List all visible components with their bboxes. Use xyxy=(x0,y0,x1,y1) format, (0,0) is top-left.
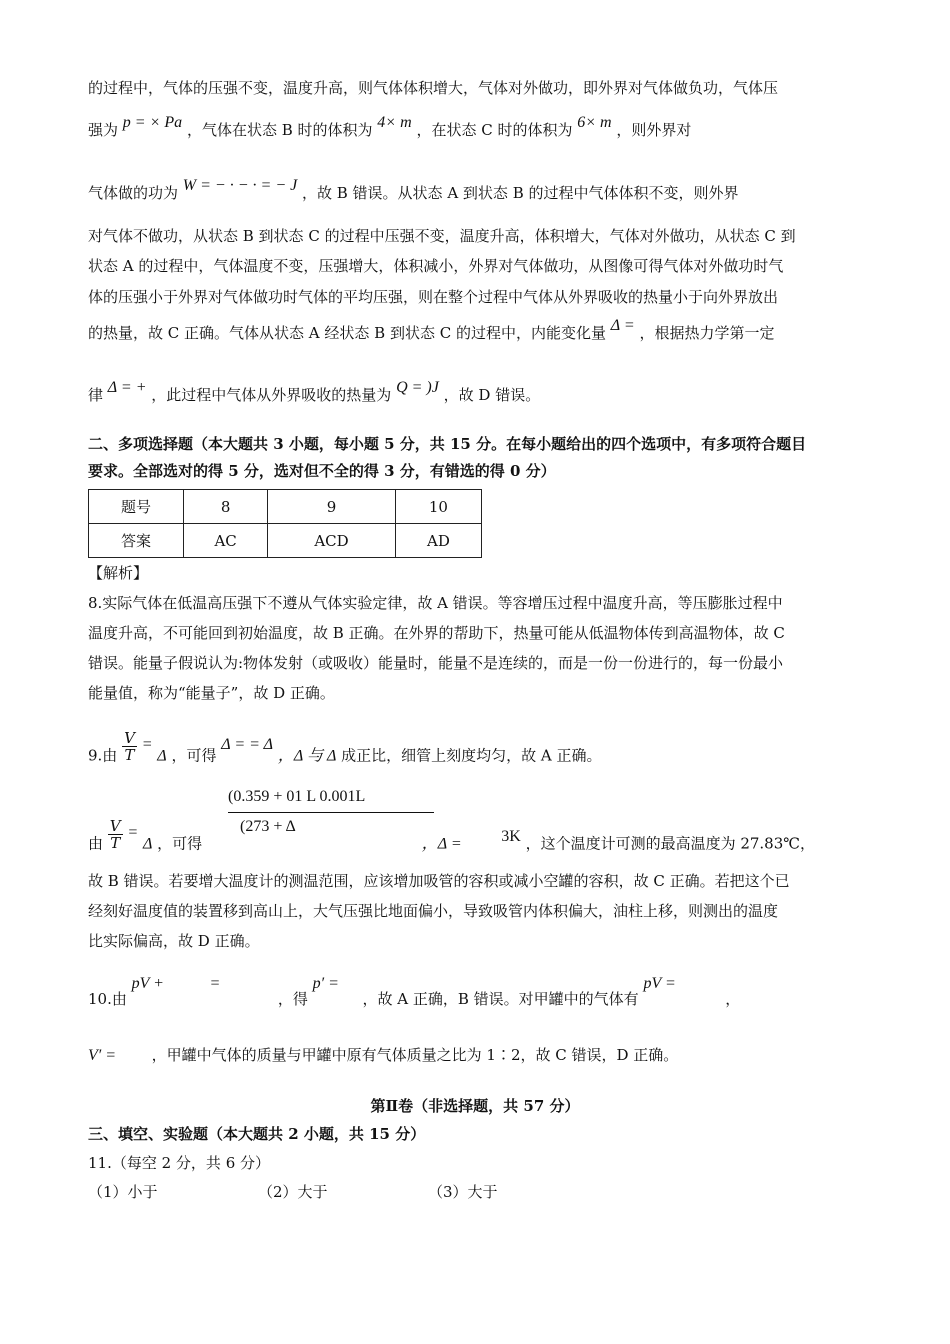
text-line xyxy=(88,975,741,1010)
part-title: 第Ⅱ卷（非选择题，共 57 分） xyxy=(370,1097,580,1115)
text-line xyxy=(88,114,692,141)
text-line: 11.（每空 2 分，共 6 分） xyxy=(88,1154,271,1172)
text-span: ，故 D 错误。 xyxy=(443,386,541,404)
text-line: 能量值，称为“能量子”，故 D 正确。 xyxy=(88,684,335,702)
answer-item: （3）大于 xyxy=(428,1183,498,1201)
text-line xyxy=(88,317,775,344)
text-line xyxy=(88,1045,678,1066)
section-heading: 二、多项选择题（本大题共 3 小题，每小题 5 分，共 15 分。在每小题给出的四个选项中，有多项符合题目 xyxy=(88,435,807,453)
formula: Δ = xyxy=(610,317,635,334)
text-span: 律 xyxy=(88,386,104,404)
formula: Δ = + xyxy=(107,379,147,396)
table-cell: AC xyxy=(184,524,268,558)
formula: 3K xyxy=(501,827,521,845)
text-span: 10.由 xyxy=(88,990,127,1008)
text-line: 经刻好温度值的装置移到高山上，大气压强比地面偏小，导致吸管内体积偏大，油柱上移，则测出的温度 xyxy=(88,902,779,920)
formula: p′ = xyxy=(312,975,339,992)
formula: 4× m xyxy=(377,114,412,131)
formula: pV = xyxy=(643,975,676,992)
formula: Δ xyxy=(157,747,167,765)
text-line: 温度升高，不可能回到初始温度，故 B 正确。在外界的帮助下，热量可能从低温物体传到高温物体，故 C xyxy=(88,624,785,642)
text-span: ，此过程中气体从外界吸收的热量为 xyxy=(151,386,392,404)
table-cell: 10 xyxy=(395,490,481,524)
text-line: 对气体不做功，从状态 B 到状态 C 的过程中压强不变，温度升高，体积增大，气体对外做功，从状态 C 到 xyxy=(88,227,796,245)
section-heading: 三、填空、实验题（本大题共 2 小题，共 15 分） xyxy=(88,1125,426,1143)
text-span: 由 xyxy=(88,834,104,853)
formula-denominator: (273 + Δ xyxy=(240,818,296,835)
formula: = xyxy=(127,823,139,841)
text-span: 气体做的功为 xyxy=(88,184,179,202)
table-row xyxy=(89,490,482,524)
text-span: ，这个温度计可测的最高温度为 27.83℃， xyxy=(525,834,816,853)
table-cell: 答案 xyxy=(89,524,184,558)
text-line: 8.实际气体在低温高压强下不遵从气体实验定律，故 A 错误。等容增压过程中温度升高，等压膨胀过程中 xyxy=(88,594,783,612)
formula: = xyxy=(209,975,221,992)
formula: Q = )J xyxy=(396,379,439,396)
text-line: 体的压强小于外界对气体做功时气体的平均压强，则在整个过程中气体从外界吸收的热量小于向外界放出 xyxy=(88,288,779,306)
formula: Δ = = Δ xyxy=(221,735,274,753)
text-line xyxy=(88,177,739,204)
fraction-v-over-t: $\frac{V}{T}$ xyxy=(109,817,121,852)
text-line: 故 B 错误。若要增大温度计的测温范围，应该增加吸管的容积或减小空罐的容积，故 C 正确。若把这个已 xyxy=(88,872,790,890)
formula: Δ xyxy=(143,835,153,853)
text-span: ，故 A 正确，B 错误。对甲罐中的气体有 xyxy=(362,990,639,1008)
text-line: 错误。能量子假说认为:物体发射（或吸收）能量时，能量不是连续的，而是一份一份进行的，每一份最小 xyxy=(88,654,784,672)
text-span: ， xyxy=(725,990,741,1008)
text-span: ，故 B 错误。从状态 A 到状态 B 的过程中气体体积不变，则外界 xyxy=(302,184,739,202)
table-cell: 8 xyxy=(184,490,268,524)
formula: 6× m xyxy=(577,114,612,131)
table-cell: ACD xyxy=(268,524,396,558)
text-line: 的过程中，气体的压强不变，温度升高，则气体体积增大，气体对外做功，即外界对气体做负功，气体压 xyxy=(88,79,779,97)
text-span: ，可得 xyxy=(171,746,217,765)
formula: ，Δ = xyxy=(421,835,462,853)
text-line: 状态 A 的过程中，气体温度不变，压强增大，体积减小，外界对气体做功，从图像可得气体对外做功时气 xyxy=(88,257,784,275)
analysis-label: 【解析】 xyxy=(88,564,149,582)
fraction-bar xyxy=(228,812,434,813)
text-span: 9.由 xyxy=(88,746,118,765)
formula: W = − · − · = − J xyxy=(182,177,298,194)
answer-item: （2）大于 xyxy=(258,1183,328,1201)
formula-numerator: (0.359 + 01 L 0.001L xyxy=(228,788,366,805)
text-span: ，可得 xyxy=(157,834,203,853)
formula: p = × Pa xyxy=(122,114,183,131)
formula: V′ = xyxy=(88,1047,117,1064)
table-row xyxy=(89,524,482,558)
text-span: ，气体在状态 B 时的体积为 xyxy=(186,121,373,139)
answer-item: （1）小于 xyxy=(88,1183,158,1201)
text-span: 强为 xyxy=(88,121,119,139)
formula: ，Δ 与 Δ xyxy=(277,747,337,765)
text-line: 比实际偏高，故 D 正确。 xyxy=(88,932,260,950)
text-span: 成正比，细管上刻度均匀，故 A 正确。 xyxy=(341,746,602,765)
text-span: ，在状态 C 时的体积为 xyxy=(416,121,573,139)
text-span: ，根据热力学第一定 xyxy=(639,324,775,342)
table-cell: AD xyxy=(395,524,481,558)
formula: = xyxy=(141,735,153,753)
table-cell: 9 xyxy=(268,490,396,524)
formula: pV + xyxy=(131,975,164,992)
section-heading: 要求。全部选对的得 5 分，选对但不全的得 3 分，有错选的得 0 分） xyxy=(88,462,556,480)
text-span: 的热量，故 C 正确。气体从状态 A 经状态 B 到状态 C 的过程中，内能变化量 xyxy=(88,324,606,342)
text-span: ，甲罐中气体的质量与甲罐中原有气体质量之比为 1∶2，故 C 错误，D 正确。 xyxy=(151,1046,679,1064)
text-line xyxy=(88,379,541,406)
text-span: ，则外界对 xyxy=(616,121,692,139)
text-line xyxy=(88,729,602,773)
fraction-v-over-t: $\frac{V}{T}$ xyxy=(124,729,135,764)
text-span: ，得 xyxy=(277,990,308,1008)
table-cell: 题号 xyxy=(89,490,184,524)
answer-table xyxy=(88,489,482,558)
